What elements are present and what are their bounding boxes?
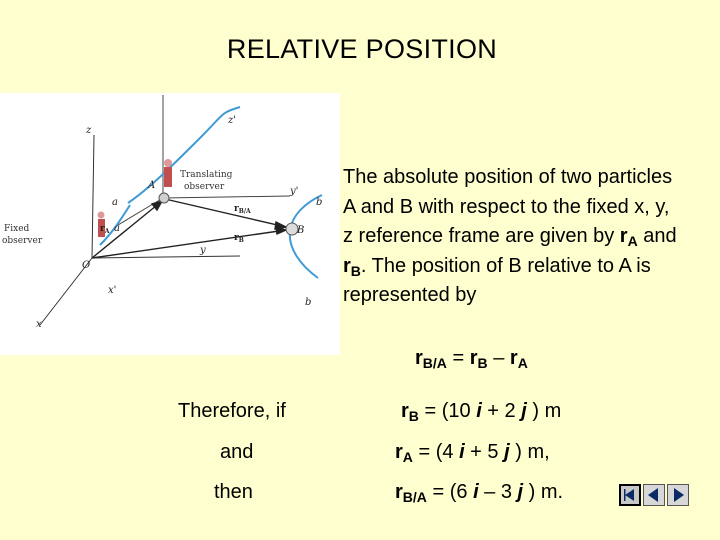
next-slide-icon (668, 485, 688, 505)
relative-position-equation: $r_{B/A} = r_B - r_A$ (415, 347, 528, 371)
fixed-observer-label-1: Fixed (4, 224, 30, 234)
z-label: z (86, 125, 92, 136)
position-vectors (92, 199, 286, 258)
ra-label: $r_A$ (100, 224, 110, 235)
row-label-if: Therefore, if (178, 400, 286, 422)
z-prime-label: z' (228, 115, 237, 126)
fixed-axes (40, 135, 240, 325)
translating-observer-label-1: Translating (180, 170, 233, 180)
rb-label: $r_B$ (234, 233, 244, 244)
previous-slide-button[interactable] (643, 484, 665, 506)
rba-equation: $r_{B/A} = (6$ i – 3 j ) m. (395, 481, 564, 505)
page-title: RELATIVE POSITION (226, 34, 498, 64)
previous-slide-icon (644, 485, 664, 505)
translating-observer-icon (164, 159, 172, 187)
translating-axes (118, 95, 290, 225)
a-path-label: a (112, 197, 118, 208)
row-label-then: then (214, 481, 253, 503)
first-slide-icon (621, 486, 639, 504)
rb-equation: $r_B = (10$ i + 2 j ) m (401, 400, 562, 424)
reference-frame-figure (0, 93, 340, 355)
b-point-label: B (297, 225, 305, 236)
rba-label: $r_{B/A}$ (234, 204, 251, 215)
next-slide-button[interactable] (667, 484, 689, 506)
y-prime-label: y' (290, 186, 299, 197)
particle-a (159, 193, 169, 203)
a-point-label: A (148, 180, 156, 191)
x-prime-label: x' (108, 285, 117, 296)
b-path-label-lower: b (305, 297, 312, 308)
description-paragraph: The absolute position of two particles A and B with respect to the fixed x, y, z reference frame are given by $r_A$ and $r_B$. The position of B relative to A is represented by (343, 166, 677, 306)
fixed-observer-label-2: observer (2, 236, 43, 246)
b-path-label: b (316, 197, 323, 208)
y-label: y (200, 245, 206, 256)
translating-observer-label-2: observer (184, 182, 225, 192)
a-path-label-lower: a (114, 223, 120, 234)
row-label-and: and (220, 441, 254, 463)
ra-equation: $r_A = (4$ i + 5 j ) m, (395, 441, 550, 465)
origin-label: O (82, 260, 91, 271)
x-label: x (36, 319, 42, 330)
first-slide-button[interactable] (619, 484, 641, 506)
